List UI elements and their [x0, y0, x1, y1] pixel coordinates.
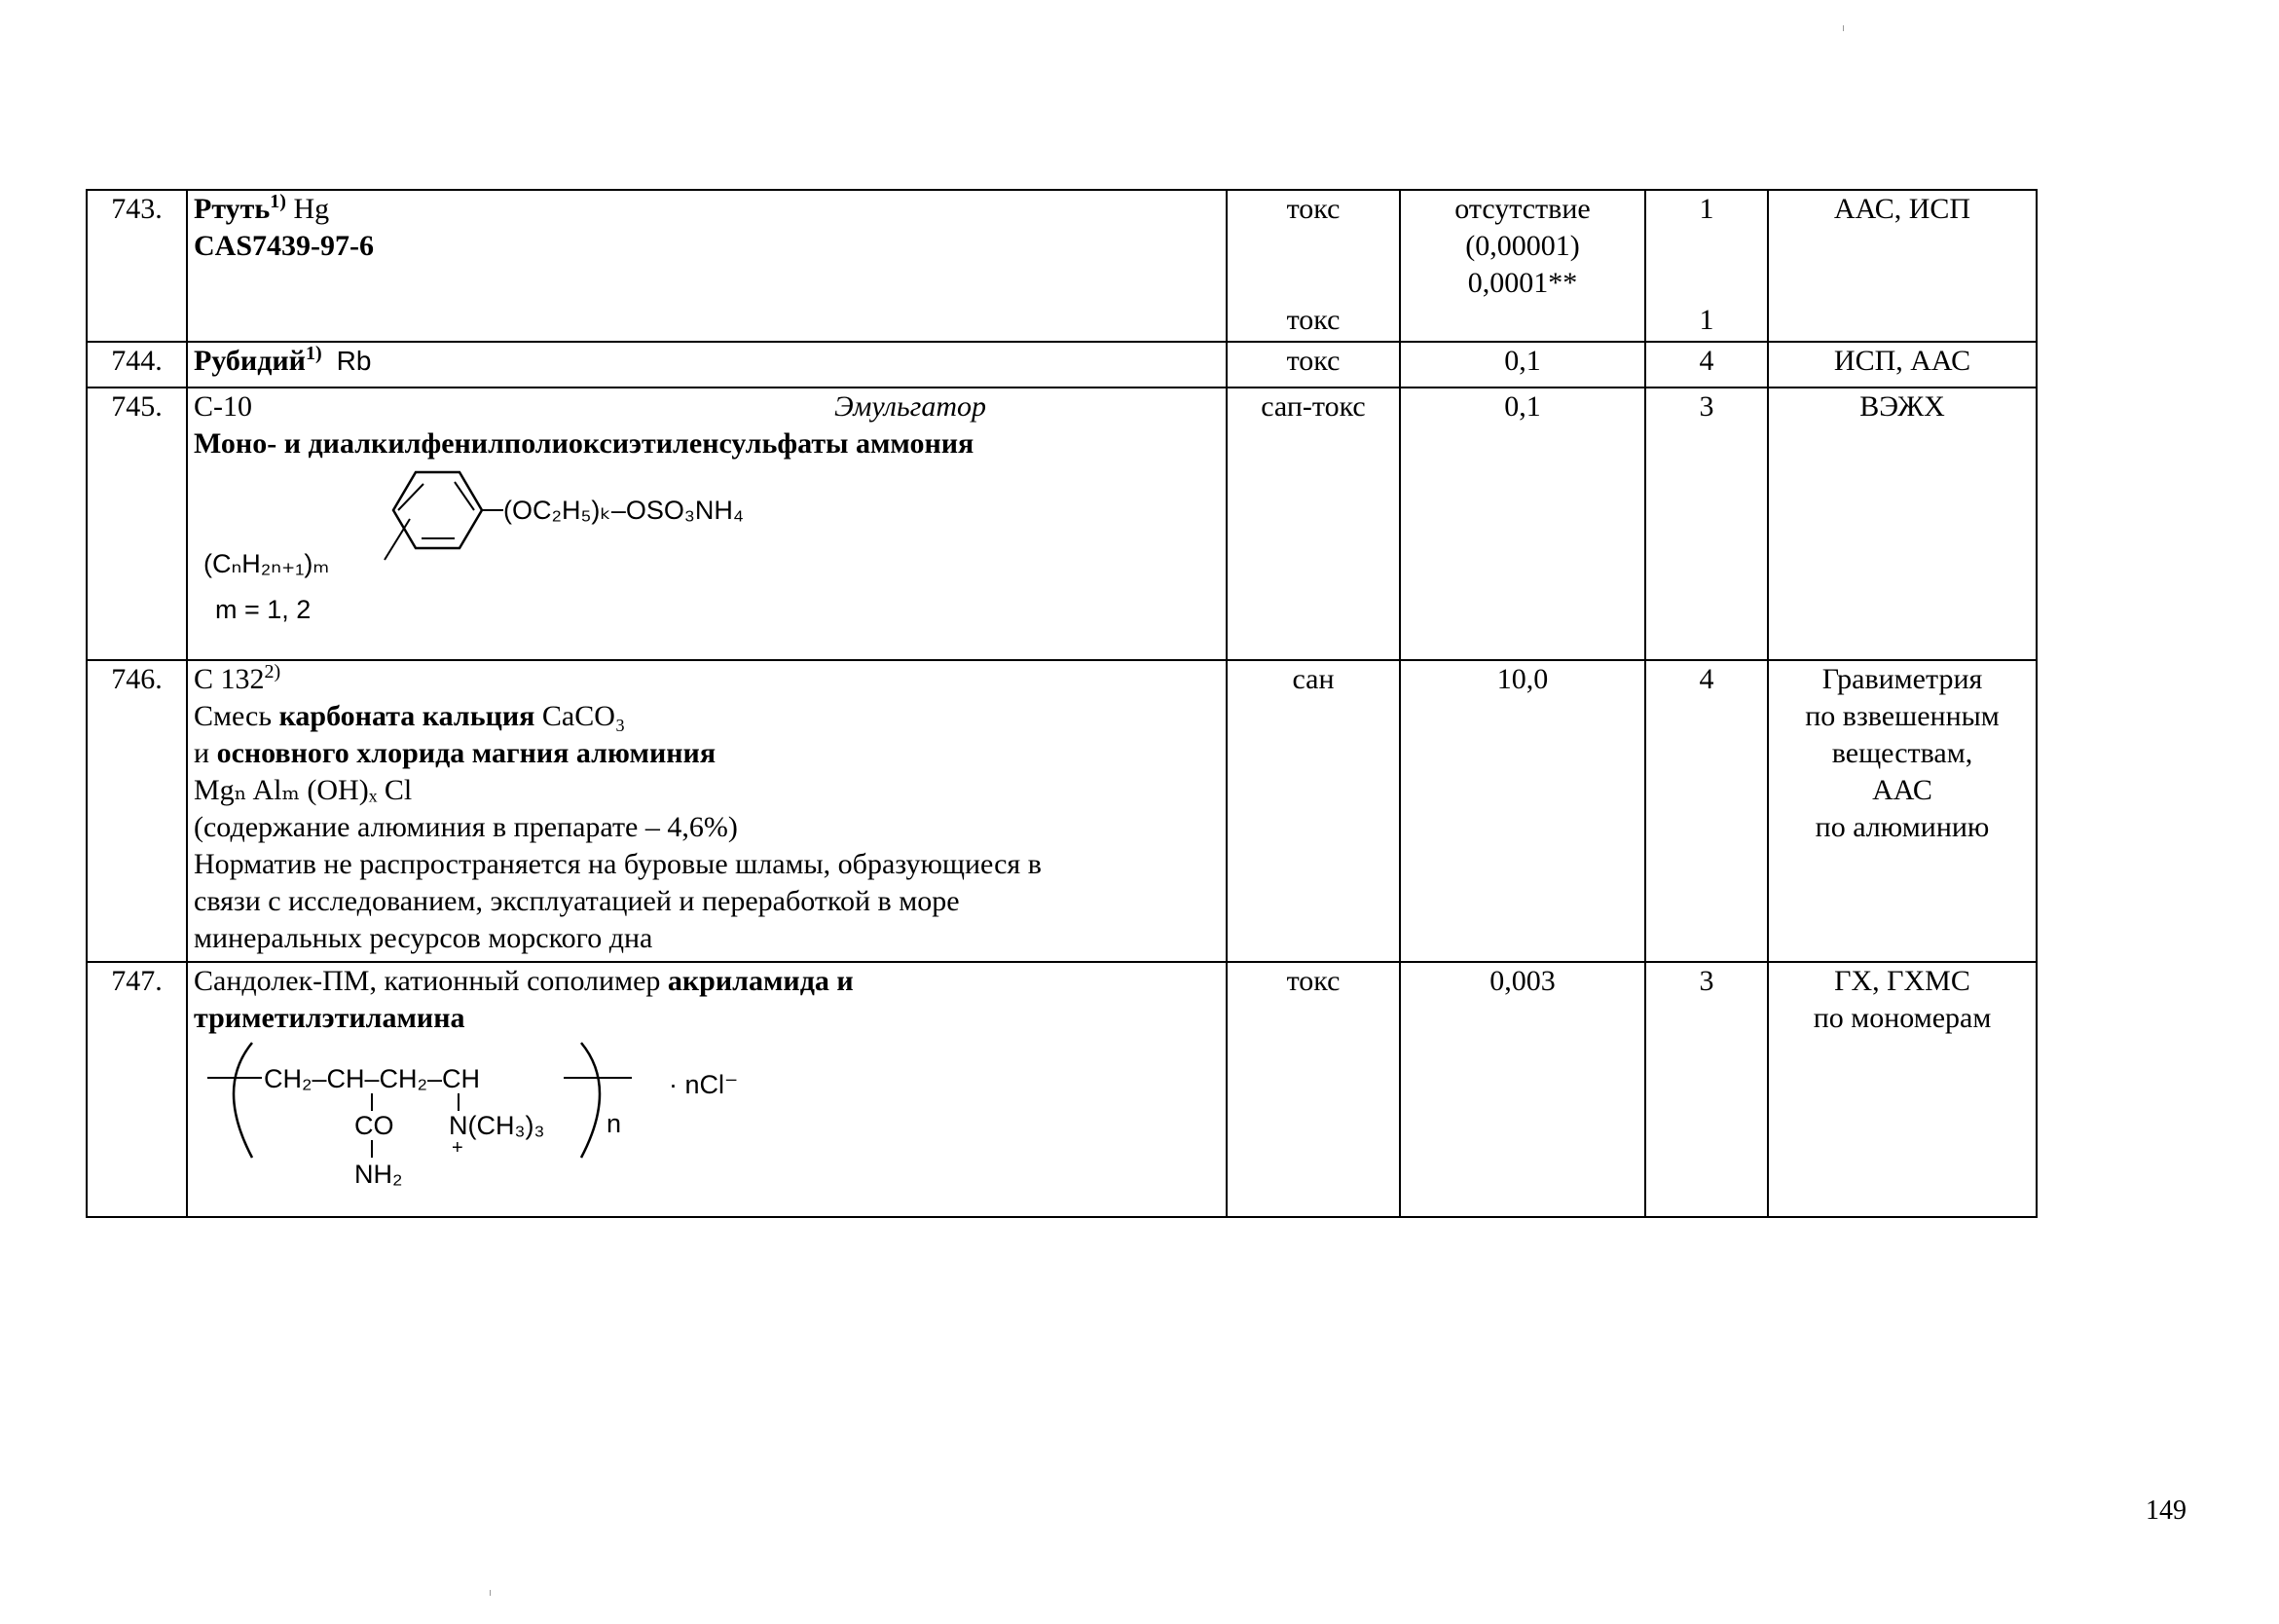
- chemical-formula: Hg: [293, 193, 330, 225]
- method-cell: [1768, 962, 2037, 1217]
- lpv-value: токс: [1286, 193, 1341, 225]
- concentration-cell: 10,0: [1400, 660, 1645, 962]
- paren-left-icon: [234, 1043, 252, 1158]
- table-row: [87, 388, 2037, 660]
- concentration-cell: 0,1: [1400, 388, 1645, 660]
- substance-description: Моно- и диалкилфенилполиоксиэтиленсульфаты аммония: [194, 427, 974, 460]
- footnote-ref: 1): [305, 343, 322, 364]
- method-line: ГХ, ГХМС: [1834, 965, 1970, 997]
- substance-cell: [187, 962, 1227, 1217]
- method-cell: ВЭЖХ: [1768, 388, 2037, 660]
- row-number: 745.: [87, 388, 187, 660]
- text-fragment: и: [194, 737, 210, 769]
- substance-code: С-10: [194, 390, 252, 423]
- component-name: карбоната кальция: [278, 700, 535, 732]
- scan-speck: [1843, 25, 1844, 31]
- structural-formula: [194, 1037, 875, 1212]
- concentration-value: 0,0001**: [1467, 267, 1578, 299]
- concentration-value: отсутствие: [1454, 193, 1591, 225]
- regulation-note: Норматив не распространяется на буровые шламы, образующиеся в: [194, 848, 1042, 880]
- chemical-formula: CaCO₃: [541, 700, 626, 732]
- structural-formula: [194, 462, 875, 657]
- hazard-class-cell: 4: [1645, 660, 1768, 962]
- paren-right-icon: [581, 1043, 600, 1158]
- substance-cell: [187, 660, 1227, 962]
- substance-code: С 132: [194, 663, 265, 695]
- cas-number: CAS7439-97-6: [194, 230, 374, 262]
- substance-name: Рубидий: [194, 345, 306, 377]
- substituent-chain: (OC₂H₅)ₖ–OSO₃NH₄: [503, 496, 744, 525]
- substance-name: Ртуть: [194, 193, 271, 225]
- footnote-ref: 2): [264, 661, 281, 683]
- charge-sign: +: [452, 1137, 463, 1159]
- substances-table: [86, 189, 2038, 1218]
- page-number: 149: [2146, 1495, 2187, 1526]
- scan-speck: [490, 1590, 491, 1596]
- substance-cell: [187, 190, 1227, 342]
- method-cell: ААС, ИСП: [1768, 190, 2037, 342]
- substance-role: Эмульгатор: [834, 390, 986, 423]
- concentration-cell: [1400, 190, 1645, 342]
- method-line: по взвешенным: [1805, 700, 2000, 732]
- side-group: CO: [354, 1111, 394, 1140]
- counterion: · nCl⁻: [669, 1070, 739, 1099]
- chemical-formula: Mgₙ Alₘ (OH)ₓ Cl: [194, 774, 413, 806]
- hazard-class: 1: [1699, 193, 1714, 225]
- lpv-value: токс: [1286, 304, 1341, 336]
- hazard-class: 1: [1699, 304, 1714, 336]
- composition-note: (содержание алюминия в препарате – 4,6%): [194, 811, 738, 843]
- hazard-class-cell: 3: [1645, 388, 1768, 660]
- method-line: Гравиметрия: [1821, 663, 1983, 695]
- method-cell: [1768, 660, 2037, 962]
- method-line: по мономерам: [1813, 1002, 1992, 1034]
- lpv-cell: токс: [1227, 342, 1400, 388]
- hazard-class-cell: 4: [1645, 342, 1768, 388]
- row-number: 743.: [87, 190, 187, 342]
- row-number: 744.: [87, 342, 187, 388]
- component-name: акриламида и: [667, 965, 854, 997]
- hazard-class-cell: [1645, 190, 1768, 342]
- chemical-formula: Rb: [336, 346, 372, 376]
- component-name: основного хлорида магния алюминия: [216, 737, 717, 769]
- hazard-class-cell: 3: [1645, 962, 1768, 1217]
- method-cell: ИСП, ААС: [1768, 342, 2037, 388]
- m-values: m = 1, 2: [215, 595, 312, 624]
- method-line: ААС: [1872, 774, 1932, 806]
- component-name: триметилэтиламина: [194, 1002, 465, 1034]
- regulation-note: минеральных ресурсов морского дна: [194, 922, 653, 954]
- substance-cell: [187, 388, 1227, 660]
- method-line: веществам,: [1831, 737, 1973, 769]
- repeat-index: n: [607, 1109, 622, 1138]
- table-row: [87, 190, 2037, 342]
- footnote-ref: 1): [270, 191, 286, 212]
- table-row: [87, 342, 2037, 388]
- substance-cell: [187, 342, 1227, 388]
- alkyl-group: (CₙH₂ₙ₊₁)ₘ: [203, 549, 330, 578]
- lpv-cell: сап-токс: [1227, 388, 1400, 660]
- text-fragment: Смесь: [194, 700, 273, 732]
- table-row: [87, 660, 2037, 962]
- row-number: 747.: [87, 962, 187, 1217]
- method-line: по алюминию: [1815, 811, 1990, 843]
- concentration-cell: 0,1: [1400, 342, 1645, 388]
- row-number: 746.: [87, 660, 187, 962]
- table-row: [87, 962, 2037, 1217]
- substance-description: Сандолек-ПМ, катионный сополимер: [194, 965, 661, 997]
- polymer-backbone: CH₂–CH–CH₂–CH: [264, 1064, 480, 1093]
- benzene-ring-icon: [393, 472, 482, 548]
- side-group: NH₂: [354, 1160, 403, 1189]
- lpv-cell: [1227, 190, 1400, 342]
- regulation-note: связи с исследованием, эксплуатацией и переработкой в море: [194, 885, 960, 917]
- concentration-cell: 0,003: [1400, 962, 1645, 1217]
- side-group: N(CH₃)₃: [449, 1111, 545, 1140]
- lpv-cell: сан: [1227, 660, 1400, 962]
- lpv-cell: токс: [1227, 962, 1400, 1217]
- concentration-value: (0,00001): [1465, 230, 1580, 262]
